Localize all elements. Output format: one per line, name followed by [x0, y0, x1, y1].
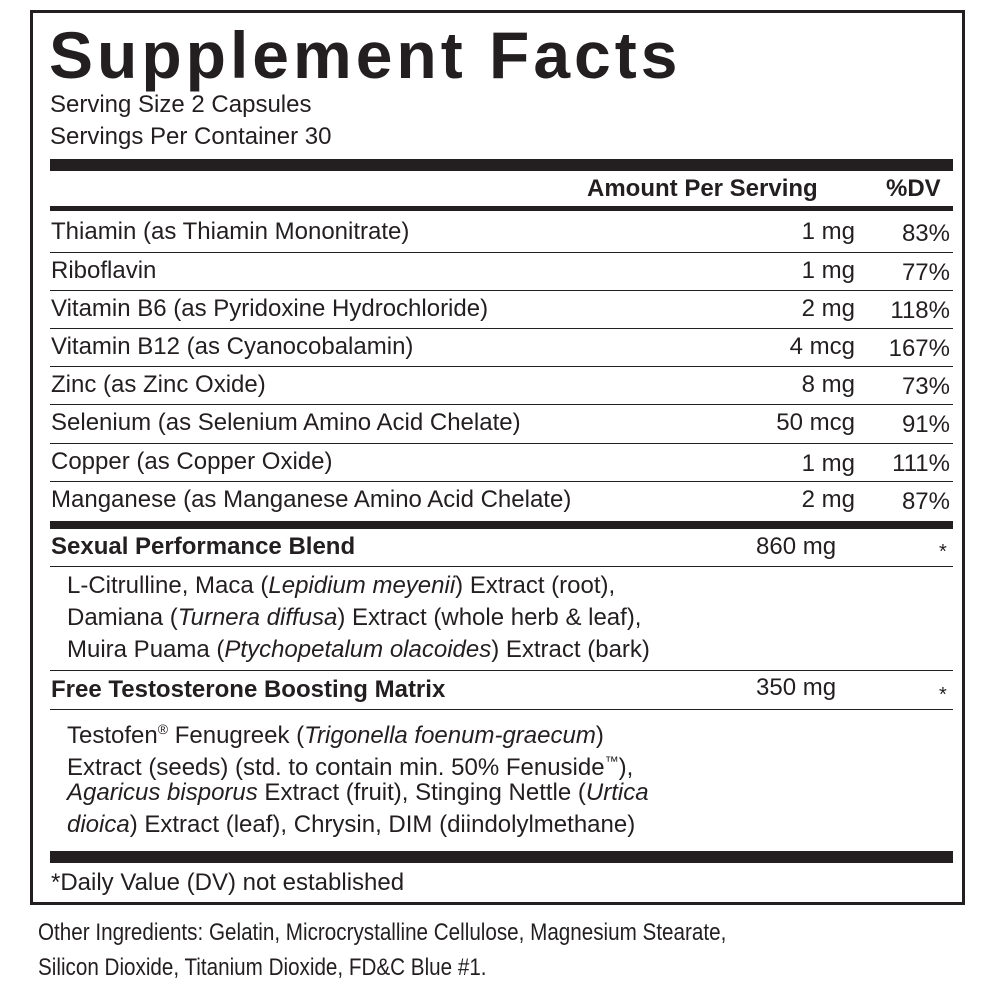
nutrient-name: Selenium (as Selenium Amino Acid Chelate): [51, 409, 521, 436]
nutrient-name: Vitamin B6 (as Pyridoxine Hydrochloride): [51, 295, 489, 322]
row-divider: [50, 252, 953, 253]
nutrient-name: Manganese (as Manganese Amino Acid Chelate): [51, 486, 572, 513]
nutrient-amount: 2 mg: [801, 486, 855, 513]
serving-size: Serving Size 2 Capsules: [50, 91, 312, 118]
row-divider: [50, 328, 953, 329]
header-divider: [50, 206, 953, 211]
daily-value-footnote: *Daily Value (DV) not established: [51, 869, 405, 896]
blend-amount: 860 mg: [756, 533, 837, 560]
nutrient-dv: 73%: [901, 373, 950, 400]
ingredient-line: Agaricus bisporus Extract (fruit), Stinging Nettle (Urtica: [67, 779, 649, 806]
nutrient-amount: 1 mg: [801, 257, 855, 284]
nutrient-amount: 1 mg: [801, 218, 855, 245]
row-divider: [50, 404, 953, 405]
nutrient-dv: 111%: [892, 450, 950, 477]
blend-dv: *: [939, 684, 947, 706]
nutrient-amount: 4 mcg: [789, 333, 855, 360]
other-ingredients-continued: Silicon Dioxide, Titanium Dioxide, FD&C Blue #1.: [38, 954, 487, 981]
nutrient-name: Thiamin (as Thiamin Mononitrate): [51, 218, 410, 245]
panel-title: Supplement Facts: [49, 18, 682, 92]
row-divider: [50, 290, 953, 291]
row-divider: [50, 481, 953, 482]
thick-divider: [50, 851, 953, 863]
nutrient-dv: 77%: [901, 259, 950, 286]
supplement-facts-panel: [30, 10, 965, 905]
dv-header: %DV: [886, 175, 941, 202]
row-divider: [50, 709, 953, 710]
row-divider: [50, 443, 953, 444]
row-divider: [50, 366, 953, 367]
nutrient-dv: 87%: [901, 488, 950, 515]
ingredient-line: Muira Puama (Ptychopetalum olacoides) Extract (bark): [67, 636, 650, 663]
nutrient-name: Copper (as Copper Oxide): [51, 448, 333, 475]
ingredient-line: Testofen® Fenugreek (Trigonella foenum-graecum): [67, 721, 604, 749]
thick-divider: [50, 159, 953, 171]
blend-name-testosterone-matrix: Free Testosterone Boosting Matrix: [51, 676, 446, 703]
ingredient-line: Damiana (Turnera diffusa) Extract (whole herb & leaf),: [67, 604, 642, 631]
ingredient-line: dioica) Extract (leaf), Chrysin, DIM (diindolylmethane): [67, 811, 636, 838]
nutrient-amount: 2 mg: [801, 295, 855, 322]
servings-per-container: Servings Per Container 30: [50, 123, 332, 150]
nutrient-amount: 8 mg: [801, 371, 855, 398]
nutrient-amount: 1 mg: [801, 450, 855, 477]
nutrient-dv: 167%: [888, 335, 950, 362]
blend-name-sexual-performance: Sexual Performance Blend: [51, 533, 356, 560]
nutrient-name: Riboflavin: [51, 257, 157, 284]
blend-dv: *: [939, 541, 947, 563]
amount-per-serving-header: Amount Per Serving: [587, 175, 818, 202]
nutrient-amount: 50 mcg: [776, 409, 855, 436]
other-ingredients: Other Ingredients: Gelatin, Microcrystalline Cellulose, Magnesium Stearate,: [38, 919, 727, 946]
ingredient-line: Extract (seeds) (std. to contain min. 50% Fenuside™),: [67, 753, 634, 781]
ingredient-line: L-Citrulline, Maca (Lepidium meyenii) Extract (root),: [67, 572, 616, 599]
nutrient-name: Zinc (as Zinc Oxide): [51, 371, 266, 398]
nutrient-name: Vitamin B12 (as Cyanocobalamin): [51, 333, 414, 360]
nutrient-dv: 118%: [890, 297, 950, 324]
row-divider: [50, 566, 953, 567]
blend-amount: 350 mg: [756, 674, 837, 701]
thick-divider: [50, 521, 953, 529]
nutrient-dv: 91%: [901, 411, 950, 438]
row-divider: [50, 670, 953, 671]
nutrient-dv: 83%: [901, 220, 950, 247]
